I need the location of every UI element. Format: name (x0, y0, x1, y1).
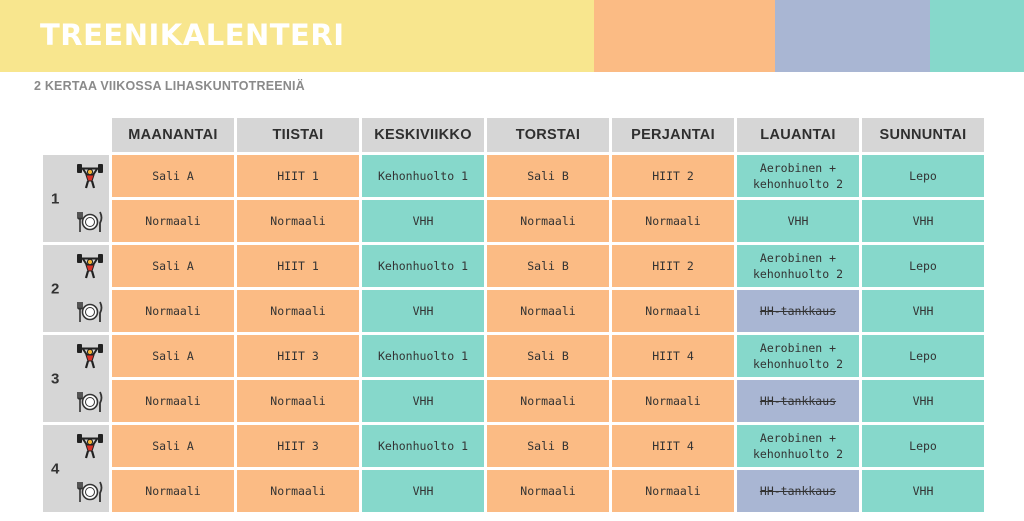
nutrition-cell-monday: Normaali (112, 290, 234, 332)
training-cell-thursday: Sali B (487, 425, 609, 467)
nutrition-cell-sunday: VHH (862, 290, 984, 332)
nutrition-cell-sunday: VHH (862, 380, 984, 422)
nutrition-cell-thursday: Normaali (487, 470, 609, 512)
plate-cutlery-icon (77, 210, 103, 234)
training-cell-wednesday: Kehonhuolto 1 (362, 425, 484, 467)
training-cell-sunday: Lepo (862, 335, 984, 377)
nutrition-cell-monday: Normaali (112, 200, 234, 242)
training-row (43, 155, 984, 197)
training-row (43, 245, 984, 287)
plate-cutlery-icon (77, 300, 103, 324)
nutrition-cell-tuesday: Normaali (237, 200, 359, 242)
week-number: 3 (51, 370, 60, 387)
banner-teal-block (930, 0, 1024, 72)
page-title: TREENIKALENTERI (40, 18, 345, 52)
training-cell-thursday: Sali B (487, 245, 609, 287)
plate-cutlery-icon (77, 390, 103, 414)
nutrition-cell-thursday: Normaali (487, 290, 609, 332)
training-cell-wednesday: Kehonhuolto 1 (362, 155, 484, 197)
day-header-monday: MAANANTAI (112, 118, 234, 152)
training-cell-thursday: Sali B (487, 155, 609, 197)
training-cell-friday: HIIT 2 (612, 155, 734, 197)
weightlifter-icon (77, 161, 103, 189)
week-number: 4 (51, 460, 60, 477)
training-cell-saturday: Aerobinen + kehonhuolto 2 (737, 425, 859, 467)
training-cell-saturday: Aerobinen + kehonhuolto 2 (737, 245, 859, 287)
nutrition-cell-friday: Normaali (612, 470, 734, 512)
training-cell-thursday: Sali B (487, 335, 609, 377)
nutrition-cell-saturday: VHH (737, 200, 859, 242)
training-cell-monday: Sali A (112, 155, 234, 197)
week-label-cell (43, 155, 109, 242)
nutrition-cell-sunday: VHH (862, 470, 984, 512)
weightlifter-icon (77, 341, 103, 369)
week-label-cell (43, 335, 109, 422)
nutrition-cell-tuesday: Normaali (237, 290, 359, 332)
nutrition-cell-wednesday: VHH (362, 380, 484, 422)
weightlifter-icon (77, 431, 103, 459)
training-cell-sunday: Lepo (862, 245, 984, 287)
nutrition-cell-wednesday: VHH (362, 470, 484, 512)
nutrition-row (43, 200, 984, 242)
plate-cutlery-icon (77, 480, 103, 504)
training-cell-friday: HIIT 4 (612, 335, 734, 377)
training-cell-tuesday: HIIT 3 (237, 335, 359, 377)
nutrition-cell-wednesday: VHH (362, 290, 484, 332)
nutrition-cell-thursday: Normaali (487, 200, 609, 242)
weightlifter-icon (77, 251, 103, 279)
training-calendar-table (40, 115, 987, 515)
day-header-saturday: LAUANTAI (737, 118, 859, 152)
nutrition-cell-saturday: HH-tankkaus (737, 290, 859, 332)
nutrition-row (43, 290, 984, 332)
training-cell-monday: Sali A (112, 245, 234, 287)
training-cell-sunday: Lepo (862, 425, 984, 467)
training-cell-monday: Sali A (112, 425, 234, 467)
week-label-cell (43, 425, 109, 512)
training-row (43, 335, 984, 377)
week-label-cell (43, 245, 109, 332)
day-header-wednesday: KESKIVIIKKO (362, 118, 484, 152)
training-cell-monday: Sali A (112, 335, 234, 377)
week-number: 1 (51, 190, 60, 207)
day-header-row (43, 118, 984, 152)
day-header-thursday: TORSTAI (487, 118, 609, 152)
corner-cell (43, 118, 109, 152)
page-subtitle: 2 KERTAA VIIKOSSA LIHASKUNTOTREENIÄ (34, 79, 305, 93)
day-header-friday: PERJANTAI (612, 118, 734, 152)
nutrition-cell-thursday: Normaali (487, 380, 609, 422)
training-cell-friday: HIIT 2 (612, 245, 734, 287)
banner-orange-block (594, 0, 775, 72)
training-cell-tuesday: HIIT 1 (237, 155, 359, 197)
nutrition-cell-friday: Normaali (612, 200, 734, 242)
training-cell-tuesday: HIIT 1 (237, 245, 359, 287)
training-cell-friday: HIIT 4 (612, 425, 734, 467)
nutrition-cell-saturday: HH-tankkaus (737, 470, 859, 512)
nutrition-cell-tuesday: Normaali (237, 380, 359, 422)
training-cell-wednesday: Kehonhuolto 1 (362, 335, 484, 377)
training-row (43, 425, 984, 467)
nutrition-cell-monday: Normaali (112, 380, 234, 422)
banner-purple-block (775, 0, 930, 72)
training-cell-saturday: Aerobinen + kehonhuolto 2 (737, 155, 859, 197)
nutrition-cell-monday: Normaali (112, 470, 234, 512)
training-cell-wednesday: Kehonhuolto 1 (362, 245, 484, 287)
training-cell-sunday: Lepo (862, 155, 984, 197)
nutrition-cell-wednesday: VHH (362, 200, 484, 242)
nutrition-cell-tuesday: Normaali (237, 470, 359, 512)
nutrition-cell-saturday: HH-tankkaus (737, 380, 859, 422)
nutrition-row (43, 380, 984, 422)
training-cell-tuesday: HIIT 3 (237, 425, 359, 467)
nutrition-cell-friday: Normaali (612, 290, 734, 332)
nutrition-row (43, 470, 984, 512)
day-header-tuesday: TIISTAI (237, 118, 359, 152)
week-number: 2 (51, 280, 60, 297)
training-cell-saturday: Aerobinen + kehonhuolto 2 (737, 335, 859, 377)
nutrition-cell-sunday: VHH (862, 200, 984, 242)
nutrition-cell-friday: Normaali (612, 380, 734, 422)
day-header-sunday: SUNNUNTAI (862, 118, 984, 152)
